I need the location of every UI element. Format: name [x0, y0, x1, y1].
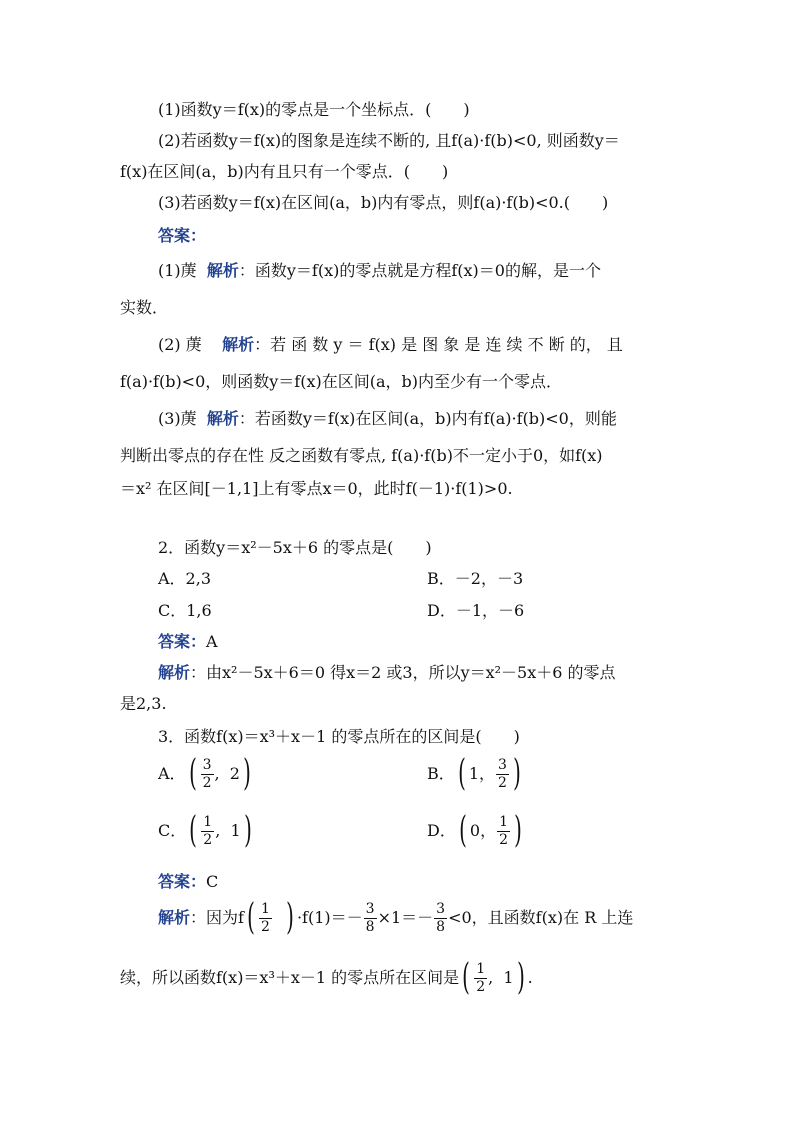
q1-answer1-line2: 实数．: [120, 298, 169, 317]
q3-analysis-pre: ：因为f: [190, 908, 244, 927]
q3-analysis-mid2: ×1＝－: [377, 908, 434, 927]
q3-analysis-mid: ·f(1)＝－: [296, 908, 363, 927]
q3-analysis-line2: 续，所以函数f(x)＝x³＋x－1 的零点所在区间是 ( $\frac{1}{2}$ , 1 ) .: [120, 957, 533, 998]
q3-answer: [158, 871, 218, 893]
q1-ans1-text: ：函数y＝f(x)的零点就是方程f(x)＝0的解，是一个: [238, 261, 601, 280]
q1-ans3-text: ：若函数y＝f(x)在区间(a，b)内有f(a)·f(b)<0，则能: [238, 409, 617, 428]
q2-answer: [158, 631, 218, 653]
q1-answer2-line2: f(a)·f(b)<0，则函数y＝f(x)在区间(a，b)内至少有一个零点．: [120, 372, 563, 391]
q3-analysis-fraction-1: $\frac{1}{2}$: [261, 900, 270, 935]
q3-analysis-fraction-4: $\frac{1}{2}$: [476, 960, 486, 995]
q1-item1: (1)函数y＝f(x)的零点是一个坐标点．( ): [158, 100, 470, 119]
left-paren-icon: (: [462, 957, 471, 998]
q2-answer-label: 答案：: [158, 632, 207, 651]
q2-option-c: C．1,6: [158, 601, 212, 620]
q1-answer3-line2: 判断出零点的存在性 反之函数有零点, f(a)·f(b)不一定小于0，如f(x): [120, 446, 603, 465]
left-paren-icon: (: [188, 753, 197, 794]
q3-option-b-label: B．: [427, 764, 455, 783]
q2-analysis-text: ：由x²－5x＋6＝0 得x＝2 或3，所以y＝x²－5x＋6 的零点: [190, 663, 616, 682]
q3-option-c-right: 1: [230, 821, 241, 840]
q1-ans2-analysis-label: 解析: [222, 335, 255, 354]
q3-option-d-fraction: $\frac{1}{2}$: [499, 813, 508, 848]
q3-option-b-left: 1，: [468, 764, 495, 783]
q2-options-row2: [158, 600, 698, 622]
q1-item2-line1: (2)若函数y＝f(x)的图象是连续不断的, 且f(a)·f(b)<0, 则函数y＝: [158, 131, 620, 150]
q1-answer-label: 答案：: [158, 226, 207, 245]
q3-option-d-left: 0，: [469, 821, 497, 840]
q3-options-row2: [158, 810, 698, 859]
q2-option-a: A．2,3: [158, 569, 212, 588]
right-paren-icon: ): [243, 753, 251, 794]
q1-ans2-prefix: (2) 菮: [158, 335, 202, 354]
q1-ans2-text: ：若 函 数 y ＝ f(x) 是 图 象 是 连 续 不 断 的， 且: [254, 335, 623, 354]
q3-analysis-end: .: [527, 968, 533, 987]
q3-answer-label: 答案：: [158, 872, 207, 891]
left-paren-icon: (: [247, 897, 255, 938]
right-paren-icon: ): [286, 897, 294, 938]
left-paren-icon: (: [459, 810, 467, 851]
q3-analysis-post: <0，且函数f(x)在 R 上连: [448, 908, 634, 927]
right-paren-icon: ): [514, 810, 522, 851]
left-paren-icon: (: [189, 810, 198, 851]
q3-option-b-fraction: $\frac{3}{2}$: [498, 756, 507, 791]
right-paren-icon: ): [513, 753, 521, 794]
q1-answer3-line3: ＝x² 在区间[－1,1]上有零点x＝0，此时f(－1)·f(1)>0.: [120, 479, 513, 498]
q1-ans1-analysis-label: 解析: [206, 261, 239, 280]
q3-analysis-fraction-2: $\frac{3}{8}$: [365, 900, 375, 935]
q3-answer-value: C: [206, 872, 219, 891]
q1-ans1-prefix: (1)菮: [158, 261, 197, 280]
q3-analysis-label: 解析: [158, 908, 191, 927]
q3-options-row1: [158, 753, 698, 802]
q3-analysis-line2-text: 续，所以函数f(x)＝x³＋x－1 的零点所在区间是: [120, 968, 460, 987]
left-paren-icon: (: [457, 753, 466, 794]
q3-option-d: [427, 810, 525, 851]
q1-ans3-analysis-label: 解析: [206, 409, 239, 428]
q2-analysis-line1: [158, 662, 616, 684]
q3-option-a-fraction: $\frac{3}{2}$: [202, 756, 212, 791]
q1-answer2-line1: [158, 334, 623, 356]
q2-answer-value: A: [206, 632, 218, 651]
q3-stem: 3．函数f(x)＝x³＋x－1 的零点所在的区间是( ): [158, 727, 520, 746]
q3-option-a-label: A．: [158, 764, 186, 783]
q3-option-a: A． ( $\frac{3}{2}$ , 2 ): [158, 753, 251, 794]
q3-option-d-label: D．: [427, 821, 456, 840]
q1-answer3-line1: [158, 408, 617, 430]
q3-analysis-fraction-3: $\frac{3}{8}$: [436, 900, 446, 935]
q3-option-a-right: 2: [229, 764, 240, 783]
right-paren-icon: ): [243, 810, 252, 851]
q3-analysis-line1: [158, 897, 634, 946]
q2-stem: 2．函数y＝x²－5x＋6 的零点是( ): [158, 538, 432, 557]
q1-item3: (3)若函数y＝f(x)在区间(a，b)内有零点，则f(a)·f(b)<0.( ): [158, 193, 609, 212]
right-paren-icon: ): [516, 957, 525, 998]
q1-item2-line2: f(x)在区间(a，b)内有且只有一个零点．( ): [120, 162, 449, 181]
q2-option-b: B．－2，－3: [427, 569, 524, 588]
q2-option-d: D．－1，－6: [427, 601, 525, 620]
q3-analysis-right4: 1: [503, 968, 514, 987]
q3-option-c: C． ( $\frac{1}{2}$ , 1 ): [158, 810, 252, 851]
q3-option-c-label: C．: [158, 821, 187, 840]
q2-options-row1: [158, 568, 698, 590]
q2-analysis-line2: 是2,3.: [120, 694, 167, 713]
q3-option-c-fraction: $\frac{1}{2}$: [203, 813, 213, 848]
q2-analysis-label: 解析: [158, 663, 191, 682]
q3-option-b: [427, 753, 524, 794]
q1-ans3-prefix: (3)菮: [158, 409, 197, 428]
q1-answer1-line1: [158, 260, 601, 282]
